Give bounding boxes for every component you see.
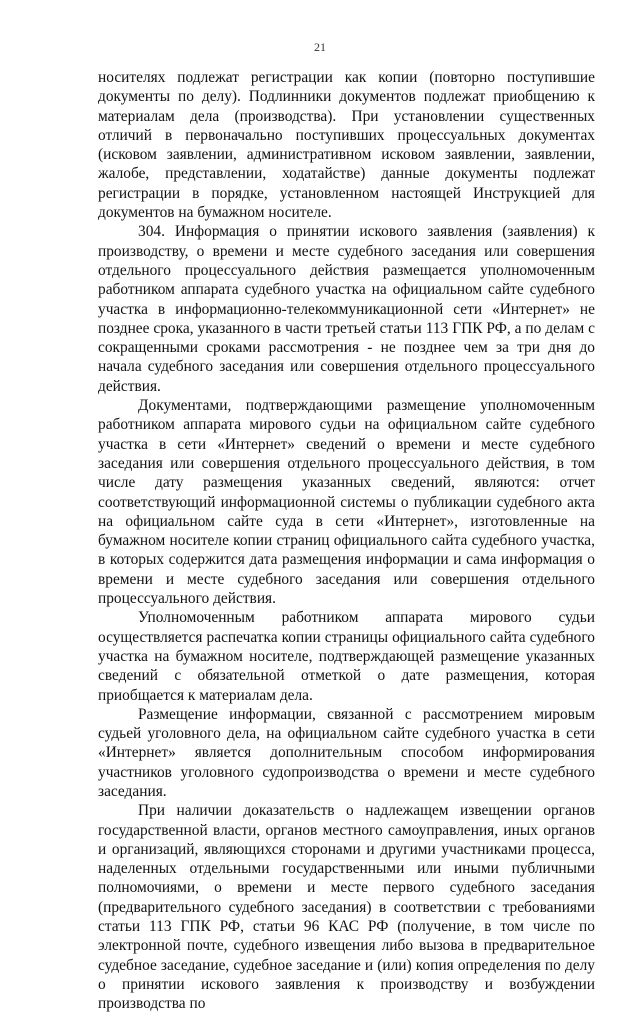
paragraph-notification-evidence: При наличии доказательств о надлежащем извещении органов государственной власти, органов местного самоуправления, иных органов и организаций, являющихся сторонами и другими участниками процесса, наделенных отдельными государственными или иными публичными полномочиями, о времени и месте первого судебного заседания (предварительного судебного заседания) в соответствии с требованиями статьи 113 ГПК РФ, статьи 96 КАС РФ (получение, в том числе по электронной почте, судебного извещения либо вызова в предварительное судебное заседание, судебное заседание и (или) копия определения по делу о принятии искового заявления к производству и возбуждении производства по bbox=[98, 802, 595, 1013]
document-body bbox=[98, 68, 595, 1014]
paragraph-criminal-case: Размещение информации, связанной с рассмотрением мировым судьей уголовного дела, на официальном сайте судебного участка в сети «Интернет» является дополнительным способом информирования участников уголовного судопроизводства о времени и месте судебного заседания. bbox=[98, 705, 595, 800]
paragraph-304: 304. Информация о принятии искового заявления (заявления) к производству, о времени и месте судебного заседания или совершения отдельного процессуального действия размещается уполномоченным работником аппарата судебного участка на официальном сайте судебного участка в информационно-телекоммуникационной сети «Интернет» не позднее срока, указанного в части третьей статьи 113 ГПК РФ, а по делам с сокращенными сроками рассмотрения - не позднее чем за три дня до начала судебного заседания или совершения отдельного процессуального действия. bbox=[98, 223, 595, 395]
paragraph-printout: Уполномоченным работником аппарата мирового судьи осуществляется распечатка копии страницы официального сайта судебного участка на бумажном носителе, подтверждающей размещение указанных сведений с обязательной отметкой о дате размещения, которая приобщается к материалам дела. bbox=[98, 609, 595, 704]
page-number: 21 bbox=[314, 40, 326, 54]
paragraph-continuation: носителях подлежат регистрации как копии (повторно поступившие документы по делу). Подлинники документов подлежат приобщению к материалам дела (производства). При установлении существенных отличий в первоначально поступивших процессуальных документах (исковом заявлении, административном исковом заявлении, заявлении, жалобе, представлении, ходатайстве) данные документы подлежат регистрации в порядке, установленном настоящей Инструкцией для документов на бумажном носителе. bbox=[98, 69, 595, 222]
paragraph-confirming-documents: Документами, подтверждающими размещение уполномоченным работником аппарата мирового судьи на официальном сайте судебного участка в сети «Интернет» сведений о времени и месте судебного заседания или совершения отдельного процессуального действия, в том числе дату размещения указанных сведений, являются: отчет соответствующий информационной системы о публикации судебного акта на официальном сайте суда в сети «Интернет», изготовленные на бумажном носителе копии страниц официального сайта судебного участка, в которых содержится дата размещения информации и сама информация о времени и месте судебного заседания или совершения отдельного процессуального действия. bbox=[98, 397, 595, 608]
